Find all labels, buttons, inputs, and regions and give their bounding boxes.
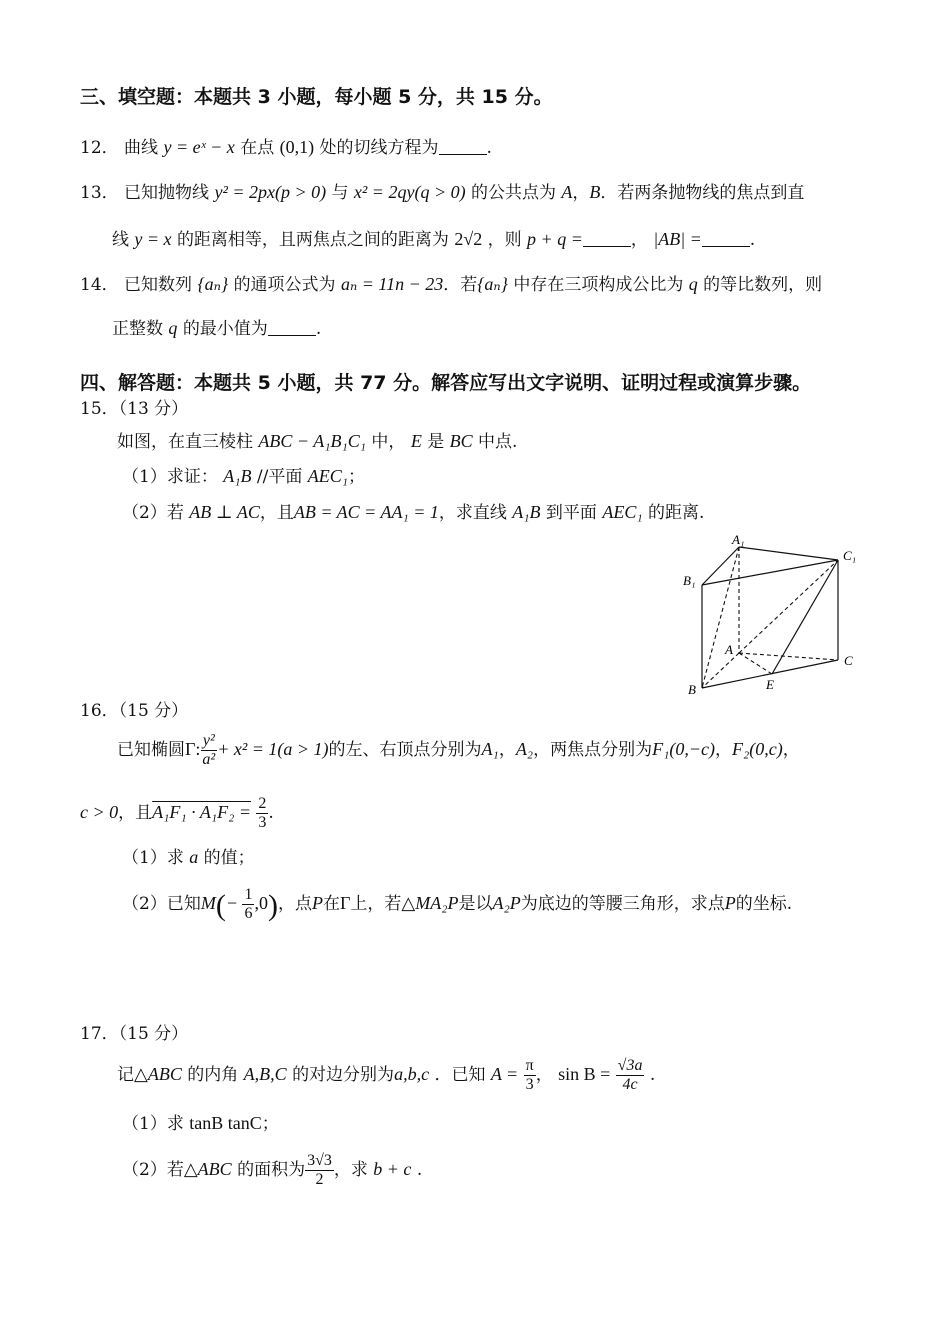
label-b: B [688, 682, 696, 697]
q17-header: 17．（15 分） [80, 1024, 189, 1044]
label-b1: B₁ [683, 573, 696, 588]
q15-header: 15．（13 分） [80, 399, 189, 419]
q16-statement-line2: c > 0，且A₁F₁ · A₁F₂ = $\frac{2}{3}$ . [80, 795, 274, 831]
edge-ac-hidden [739, 653, 838, 660]
answer-blank[interactable] [439, 138, 487, 155]
q13-number: 13． [80, 183, 119, 203]
prism-figure [680, 530, 870, 700]
question-14-line1: 14． 已知数列 {aₙ} 的通项公式为 aₙ = 11n − 23．若{aₙ} 中存在三项构成公比为 q 的等比数列，则 [80, 274, 823, 295]
section3-title: 三、填空题：本题共 3 小题，每小题 5 分，共 15 分。 [80, 86, 553, 108]
question-14-line2: 正整数 q 的最小值为 . [112, 318, 322, 339]
answer-blank[interactable] [583, 230, 631, 247]
q17-statement: 记△ABC 的内角 A,B,C 的对边分别为a,b,c ．已知 A = $\frac{\pi}{3}$ ， sin B = $\frac{√3a}{4c}$ . [117, 1057, 656, 1093]
segment-a1b-hidden [702, 547, 739, 688]
q15-part1: （1）求证： A₁B //平面 AEC₁； [122, 466, 366, 487]
q17-part2: （2）若△ABC 的面积为 $\frac{3√3}{2}$ ，求 b + c . [122, 1152, 423, 1188]
q16-header: 16．（15 分） [80, 701, 189, 721]
question-12: 12． 曲线 y = eˣ − x 在点 (0,1) 处的切线方程为 . [80, 137, 492, 158]
section4-title: 四、解答题：本题共 5 小题，共 77 分。解答应写出文字说明、证明过程或演算步骤。 [80, 372, 812, 394]
segment-ae-hidden [739, 653, 772, 674]
q12-number: 12． [80, 138, 119, 158]
answer-blank[interactable] [702, 230, 750, 247]
q17-part1: （1）求 tanB tanC； [122, 1113, 279, 1134]
q15-statement: 如图，在直三棱柱 ABC − A₁B₁C₁ 中， E 是 BC 中点. [117, 431, 518, 452]
question-13-line1: 13． 已知抛物线 y² = 2px(p > 0) 与 x² = 2qy(q > 0) 的公共点为 A，B．若两条抛物线的焦点到直 [80, 182, 805, 203]
segment-ac1-hidden [739, 560, 838, 653]
label-a: A [725, 642, 733, 657]
label-e: E [766, 677, 774, 692]
q14-number: 14． [80, 275, 119, 295]
label-c1: C₁ [843, 548, 857, 563]
q16-part1: （1）求 a 的值； [122, 847, 255, 868]
q16-part2: （2）已知M(− $\frac{1}{6}$ ,0)，点P在Γ上，若△MA₂P是以A₂P为底边的等腰三角形，求点P的坐标. [122, 886, 793, 922]
label-a1: A₁ [732, 532, 745, 547]
segment-c1e [772, 560, 838, 674]
question-13-line2: 线 y = x 的距离相等，且两焦点之间的距离为 2√2 ，则 p + q = ， |AB| = . [112, 229, 756, 250]
edge-ab-hidden [702, 653, 739, 688]
q15-part2: （2）若 AB ⊥ AC，且AB = AC = AA₁ = 1，求直线 A₁B 到平面 AEC₁ 的距离. [122, 502, 705, 523]
edge-a1c1 [739, 547, 838, 560]
q16-statement-line1: 已知椭圆Γ: $\frac{\text{y²}}{\text{a²}}$ + x² = 1(a > 1)的左、右顶点分别为A₁，A₂，两焦点分别为F₁(0,−c)，F₂(0,c)， [117, 732, 800, 768]
label-c: C [844, 653, 853, 668]
answer-blank[interactable] [268, 319, 316, 336]
